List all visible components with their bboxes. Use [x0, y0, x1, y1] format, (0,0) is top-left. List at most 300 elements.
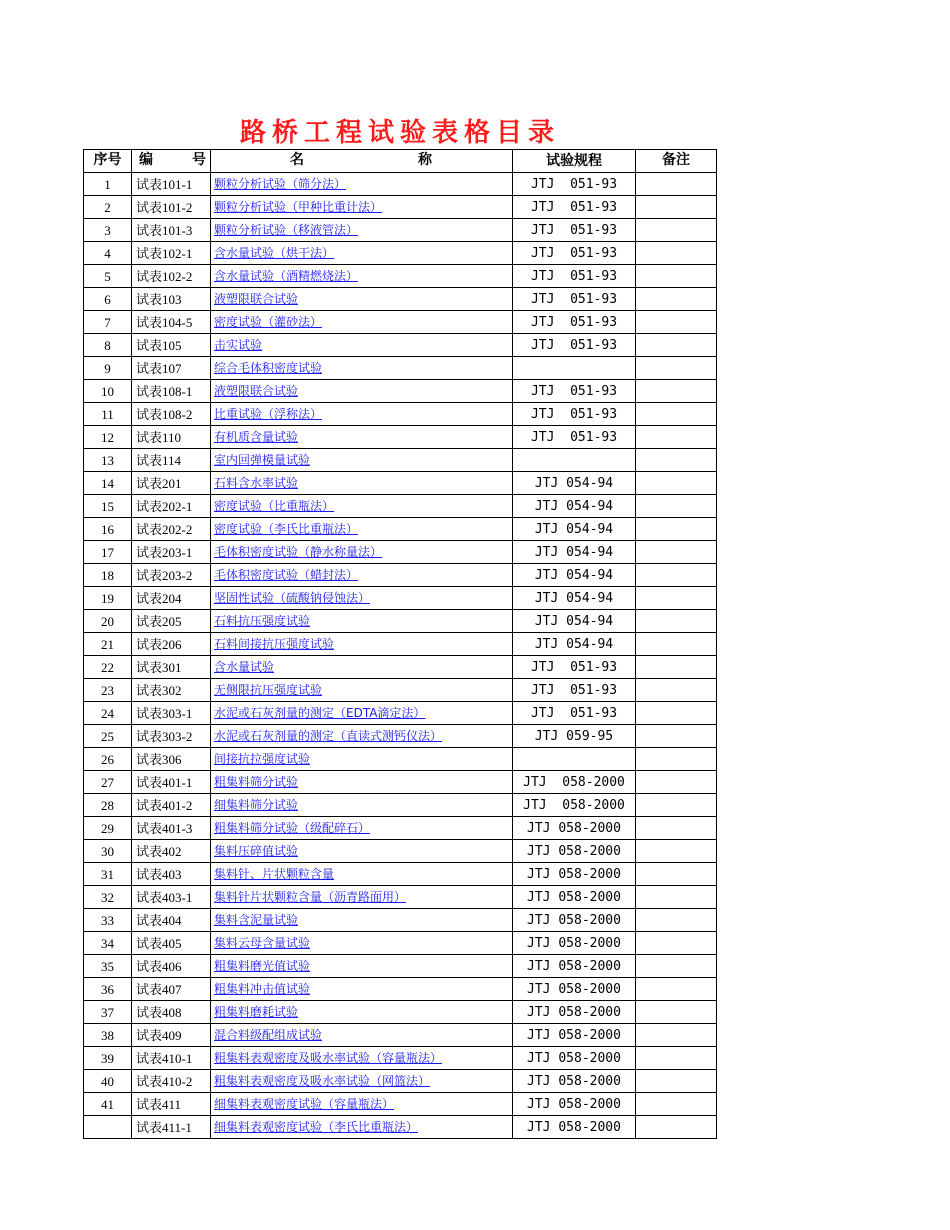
test-name-link[interactable]: 粗集料筛分试验 [214, 775, 299, 789]
form-code: 试表403 [132, 863, 211, 886]
test-name-link[interactable]: 粗集料磨光值试验 [214, 959, 311, 973]
note-cell [636, 587, 717, 610]
form-code: 试表201 [132, 472, 211, 495]
form-code: 试表302 [132, 679, 211, 702]
form-code: 试表306 [132, 748, 211, 771]
test-name-cell [211, 265, 513, 288]
test-name-link[interactable]: 集料云母含量试验 [214, 936, 311, 950]
table-row [84, 518, 717, 541]
test-name-link[interactable]: 粗集料筛分试验（级配碎石） [214, 821, 371, 835]
form-code: 试表410-1 [132, 1047, 211, 1070]
form-code: 试表107 [132, 357, 211, 380]
table-row [84, 196, 717, 219]
test-name-link[interactable]: 含水量试验（烘干法） [214, 246, 335, 260]
test-standard: JTJ 058-2000 [513, 1047, 636, 1070]
header-code [132, 150, 211, 173]
test-name-link[interactable]: 比重试验（浮称法） [214, 407, 323, 421]
test-standard: JTJ 059-95 [513, 725, 636, 748]
test-name-link[interactable]: 室内回弹模量试验 [214, 453, 311, 467]
row-number: 40 [84, 1070, 132, 1093]
test-standard: JTJ 051-93 [513, 242, 636, 265]
test-name-cell [211, 794, 513, 817]
row-number: 8 [84, 334, 132, 357]
row-number [84, 1116, 132, 1139]
test-standard [513, 357, 636, 380]
row-number: 10 [84, 380, 132, 403]
note-cell [636, 242, 717, 265]
test-name-cell [211, 1093, 513, 1116]
form-code: 试表114 [132, 449, 211, 472]
test-standard: JTJ 058-2000 [513, 978, 636, 1001]
row-number: 21 [84, 633, 132, 656]
test-name-link[interactable]: 水泥或石灰剂量的测定（EDTA滴定法） [214, 706, 426, 720]
test-name-cell [211, 219, 513, 242]
test-name-cell [211, 725, 513, 748]
table-row [84, 587, 717, 610]
table-row [84, 748, 717, 771]
note-cell [636, 909, 717, 932]
note-cell [636, 725, 717, 748]
test-standard: JTJ 058-2000 [513, 794, 636, 817]
test-standard: JTJ 051-93 [513, 702, 636, 725]
form-code: 试表101-2 [132, 196, 211, 219]
table-row [84, 1001, 717, 1024]
test-name-cell [211, 1070, 513, 1093]
test-name-link[interactable]: 密度试验（灌砂法） [214, 315, 323, 329]
table-row [84, 656, 717, 679]
test-name-cell [211, 288, 513, 311]
header-code-right: 号 [192, 153, 206, 168]
row-number: 18 [84, 564, 132, 587]
note-cell [636, 840, 717, 863]
row-number: 7 [84, 311, 132, 334]
test-name-link[interactable]: 间接抗拉强度试验 [214, 752, 311, 766]
note-cell [636, 403, 717, 426]
table-row [84, 357, 717, 380]
test-name-link[interactable]: 粗集料冲击值试验 [214, 982, 311, 996]
test-standard: JTJ 054-94 [513, 633, 636, 656]
test-standard: JTJ 054-94 [513, 587, 636, 610]
row-number: 32 [84, 886, 132, 909]
row-number: 3 [84, 219, 132, 242]
row-number: 24 [84, 702, 132, 725]
note-cell [636, 1070, 717, 1093]
form-code: 试表101-1 [132, 173, 211, 196]
test-name-link[interactable]: 无侧限抗压强度试验 [214, 683, 323, 697]
table-row [84, 1047, 717, 1070]
form-code: 试表206 [132, 633, 211, 656]
table-row [84, 978, 717, 1001]
test-standard: JTJ 051-93 [513, 679, 636, 702]
test-standard: JTJ 051-93 [513, 334, 636, 357]
header-name [211, 150, 513, 173]
table-row [84, 426, 717, 449]
table-header-row [84, 150, 717, 173]
test-name-cell [211, 748, 513, 771]
test-name-cell [211, 771, 513, 794]
form-code: 试表409 [132, 1024, 211, 1047]
test-name-link[interactable]: 毛体积密度试验（静水称量法） [214, 545, 383, 559]
test-standard: JTJ 058-2000 [513, 1070, 636, 1093]
test-standard: JTJ 054-94 [513, 495, 636, 518]
note-cell [636, 978, 717, 1001]
test-name-link[interactable]: 密度试验（比重瓶法） [214, 499, 335, 513]
table-row [84, 633, 717, 656]
form-code: 试表401-1 [132, 771, 211, 794]
form-code: 试表401-2 [132, 794, 211, 817]
table-row [84, 311, 717, 334]
note-cell [636, 748, 717, 771]
test-standard: JTJ 054-94 [513, 564, 636, 587]
form-code: 试表202-2 [132, 518, 211, 541]
form-code: 试表403-1 [132, 886, 211, 909]
test-name-cell [211, 978, 513, 1001]
row-number: 27 [84, 771, 132, 794]
note-cell [636, 1093, 717, 1116]
table-row [84, 702, 717, 725]
note-cell [636, 863, 717, 886]
test-name-link[interactable]: 击实试验 [214, 338, 263, 352]
test-standard: JTJ 058-2000 [513, 955, 636, 978]
test-name-cell [211, 472, 513, 495]
note-cell [636, 633, 717, 656]
note-cell [636, 656, 717, 679]
row-number: 5 [84, 265, 132, 288]
form-code: 试表301 [132, 656, 211, 679]
table-row [84, 472, 717, 495]
form-code: 试表104-5 [132, 311, 211, 334]
note-cell [636, 817, 717, 840]
table-row [84, 564, 717, 587]
test-name-link[interactable]: 毛体积密度试验（蜡封法） [214, 568, 359, 582]
test-name-cell [211, 357, 513, 380]
note-cell [636, 1116, 717, 1139]
test-name-link[interactable]: 液塑限联合试验 [214, 292, 299, 306]
header-name-left: 名 [290, 153, 304, 168]
form-code: 试表408 [132, 1001, 211, 1024]
test-name-link[interactable]: 集料针片状颗粒含量（沥青路面用） [214, 890, 407, 904]
test-name-link[interactable]: 含水量试验 [214, 660, 275, 674]
table-row [84, 288, 717, 311]
test-name-link[interactable]: 液塑限联合试验 [214, 384, 299, 398]
test-name-link[interactable]: 细集料表观密度试验（容量瓶法） [214, 1097, 395, 1111]
test-standard: JTJ 051-93 [513, 219, 636, 242]
form-code: 试表303-2 [132, 725, 211, 748]
row-number: 36 [84, 978, 132, 1001]
row-number: 39 [84, 1047, 132, 1070]
note-cell [636, 449, 717, 472]
test-standard: JTJ 058-2000 [513, 840, 636, 863]
form-code: 试表108-1 [132, 380, 211, 403]
test-name-cell [211, 564, 513, 587]
note-cell [636, 955, 717, 978]
table-row [84, 242, 717, 265]
test-name-cell [211, 426, 513, 449]
test-name-link[interactable]: 颗粒分析试验（甲种比重计法） [214, 200, 383, 214]
page-title: 路桥工程试验表格目录 [239, 118, 560, 148]
row-number: 23 [84, 679, 132, 702]
test-standard: JTJ 051-93 [513, 173, 636, 196]
test-standard: JTJ 054-94 [513, 541, 636, 564]
form-code: 试表303-1 [132, 702, 211, 725]
form-code: 试表105 [132, 334, 211, 357]
note-cell [636, 564, 717, 587]
test-name-cell [211, 495, 513, 518]
table-row [84, 1116, 717, 1139]
note-cell [636, 196, 717, 219]
note-cell [636, 610, 717, 633]
test-name-link[interactable]: 集料针、片状颗粒含量 [214, 867, 335, 881]
test-name-cell [211, 587, 513, 610]
test-name-cell [211, 955, 513, 978]
row-number: 33 [84, 909, 132, 932]
row-number: 37 [84, 1001, 132, 1024]
table-row [84, 932, 717, 955]
row-number: 22 [84, 656, 132, 679]
test-name-link[interactable]: 综合毛体积密度试验 [214, 361, 323, 375]
form-code: 试表108-2 [132, 403, 211, 426]
test-name-cell [211, 242, 513, 265]
row-number: 2 [84, 196, 132, 219]
note-cell [636, 265, 717, 288]
note-cell [636, 1001, 717, 1024]
test-name-link[interactable]: 颗粒分析试验（移液管法） [214, 223, 359, 237]
test-standard: JTJ 058-2000 [513, 1116, 636, 1139]
test-standard: JTJ 058-2000 [513, 1001, 636, 1024]
row-number: 13 [84, 449, 132, 472]
table-row [84, 1070, 717, 1093]
header-note: 备注 [636, 150, 717, 173]
row-number: 11 [84, 403, 132, 426]
table-row [84, 173, 717, 196]
table-row [84, 817, 717, 840]
table-row [84, 886, 717, 909]
table-row [84, 771, 717, 794]
test-name-link[interactable]: 颗粒分析试验（筛分法） [214, 177, 347, 191]
row-number: 30 [84, 840, 132, 863]
form-code: 试表203-1 [132, 541, 211, 564]
test-name-cell [211, 909, 513, 932]
note-cell [636, 288, 717, 311]
row-number: 28 [84, 794, 132, 817]
test-name-cell [211, 1047, 513, 1070]
test-name-link[interactable]: 粗集料磨耗试验 [214, 1005, 299, 1019]
table-body [84, 173, 717, 1139]
test-standard: JTJ 058-2000 [513, 1093, 636, 1116]
table-row [84, 1024, 717, 1047]
test-name-cell [211, 173, 513, 196]
test-standard: JTJ 051-93 [513, 403, 636, 426]
header-code-left: 编 [139, 153, 153, 168]
test-name-link[interactable]: 含水量试验（酒精燃烧法） [214, 269, 359, 283]
row-number: 1 [84, 173, 132, 196]
test-name-cell [211, 334, 513, 357]
row-number: 20 [84, 610, 132, 633]
note-cell [636, 357, 717, 380]
test-name-cell [211, 679, 513, 702]
form-code: 试表401-3 [132, 817, 211, 840]
form-code: 试表402 [132, 840, 211, 863]
test-name-link[interactable]: 混合料级配组成试验 [214, 1028, 323, 1042]
table-row [84, 541, 717, 564]
row-number: 34 [84, 932, 132, 955]
header-no: 序号 [84, 150, 132, 173]
test-name-link[interactable]: 密度试验（李氏比重瓶法） [214, 522, 359, 536]
test-standard: JTJ 058-2000 [513, 1024, 636, 1047]
test-name-link[interactable]: 石料间接抗压强度试验 [214, 637, 335, 651]
catalog-table [83, 149, 717, 1139]
table-row [84, 610, 717, 633]
table-row [84, 219, 717, 242]
test-name-link[interactable]: 细集料筛分试验 [214, 798, 299, 812]
test-name-link[interactable]: 集料压碎值试验 [214, 844, 299, 858]
form-code: 试表404 [132, 909, 211, 932]
table-row [84, 1093, 717, 1116]
test-name-cell [211, 311, 513, 334]
note-cell [636, 794, 717, 817]
note-cell [636, 679, 717, 702]
test-name-link[interactable]: 水泥或石灰剂量的测定（直读式测钙仪法） [214, 729, 443, 743]
table-row [84, 265, 717, 288]
test-name-cell [211, 702, 513, 725]
row-number: 19 [84, 587, 132, 610]
row-number: 31 [84, 863, 132, 886]
test-standard: JTJ 054-94 [513, 518, 636, 541]
row-number: 26 [84, 748, 132, 771]
row-number: 4 [84, 242, 132, 265]
row-number: 17 [84, 541, 132, 564]
form-code: 试表411-1 [132, 1116, 211, 1139]
table-row [84, 840, 717, 863]
row-number: 15 [84, 495, 132, 518]
table-row [84, 495, 717, 518]
note-cell [636, 1024, 717, 1047]
test-standard: JTJ 054-94 [513, 472, 636, 495]
test-name-cell [211, 518, 513, 541]
form-code: 试表202-1 [132, 495, 211, 518]
note-cell [636, 495, 717, 518]
test-standard: JTJ 058-2000 [513, 771, 636, 794]
note-cell [636, 932, 717, 955]
test-name-cell [211, 840, 513, 863]
row-number: 14 [84, 472, 132, 495]
test-name-link[interactable]: 粗集料表观密度及吸水率试验（网篮法） [214, 1074, 431, 1088]
test-name-cell [211, 196, 513, 219]
test-name-link[interactable]: 集料含泥量试验 [214, 913, 299, 927]
form-code: 试表411 [132, 1093, 211, 1116]
test-standard: JTJ 054-94 [513, 610, 636, 633]
test-standard: JTJ 051-93 [513, 196, 636, 219]
test-standard: JTJ 058-2000 [513, 863, 636, 886]
test-name-cell [211, 886, 513, 909]
note-cell [636, 518, 717, 541]
note-cell [636, 219, 717, 242]
test-standard: JTJ 058-2000 [513, 817, 636, 840]
test-name-link[interactable]: 石料含水率试验 [214, 476, 299, 490]
row-number: 41 [84, 1093, 132, 1116]
table-row [84, 679, 717, 702]
header-name-right: 称 [418, 153, 432, 168]
table-row [84, 794, 717, 817]
form-code: 试表410-2 [132, 1070, 211, 1093]
row-number: 38 [84, 1024, 132, 1047]
test-name-cell [211, 633, 513, 656]
note-cell [636, 334, 717, 357]
note-cell [636, 886, 717, 909]
row-number: 25 [84, 725, 132, 748]
note-cell [636, 472, 717, 495]
note-cell [636, 380, 717, 403]
form-code: 试表102-1 [132, 242, 211, 265]
test-name-link[interactable]: 石料抗压强度试验 [214, 614, 311, 628]
test-name-cell [211, 817, 513, 840]
test-name-cell [211, 449, 513, 472]
test-standard [513, 748, 636, 771]
test-standard: JTJ 058-2000 [513, 932, 636, 955]
form-code: 试表110 [132, 426, 211, 449]
test-name-cell [211, 610, 513, 633]
note-cell [636, 702, 717, 725]
test-name-link[interactable]: 细集料表观密度试验（李氏比重瓶法） [214, 1120, 419, 1134]
table-row [84, 334, 717, 357]
test-standard: JTJ 051-93 [513, 380, 636, 403]
test-name-link[interactable]: 坚固性试验（硫酸钠侵蚀法） [214, 591, 371, 605]
test-name-cell [211, 932, 513, 955]
form-code: 试表203-2 [132, 564, 211, 587]
header-standard: 试验规程 [513, 150, 636, 173]
note-cell [636, 426, 717, 449]
row-number: 29 [84, 817, 132, 840]
test-standard: JTJ 051-93 [513, 426, 636, 449]
note-cell [636, 1047, 717, 1070]
form-code: 试表204 [132, 587, 211, 610]
test-standard: JTJ 058-2000 [513, 909, 636, 932]
form-code: 试表101-3 [132, 219, 211, 242]
form-code: 试表407 [132, 978, 211, 1001]
note-cell [636, 311, 717, 334]
table-row [84, 863, 717, 886]
table-row [84, 955, 717, 978]
table-row [84, 449, 717, 472]
note-cell [636, 541, 717, 564]
row-number: 12 [84, 426, 132, 449]
test-name-cell [211, 656, 513, 679]
form-code: 试表405 [132, 932, 211, 955]
form-code: 试表103 [132, 288, 211, 311]
test-standard: JTJ 051-93 [513, 656, 636, 679]
row-number: 9 [84, 357, 132, 380]
note-cell [636, 771, 717, 794]
test-standard: JTJ 051-93 [513, 265, 636, 288]
row-number: 16 [84, 518, 132, 541]
test-standard: JTJ 058-2000 [513, 886, 636, 909]
test-name-cell [211, 1001, 513, 1024]
test-name-cell [211, 1116, 513, 1139]
test-name-link[interactable]: 粗集料表观密度及吸水率试验（容量瓶法） [214, 1051, 443, 1065]
test-name-cell [211, 380, 513, 403]
row-number: 6 [84, 288, 132, 311]
note-cell [636, 173, 717, 196]
test-name-link[interactable]: 有机质含量试验 [214, 430, 299, 444]
test-name-cell [211, 403, 513, 426]
test-name-cell [211, 1024, 513, 1047]
table-row [84, 725, 717, 748]
test-name-cell [211, 863, 513, 886]
test-standard: JTJ 051-93 [513, 311, 636, 334]
form-code: 试表205 [132, 610, 211, 633]
test-standard: JTJ 051-93 [513, 288, 636, 311]
table-row [84, 380, 717, 403]
